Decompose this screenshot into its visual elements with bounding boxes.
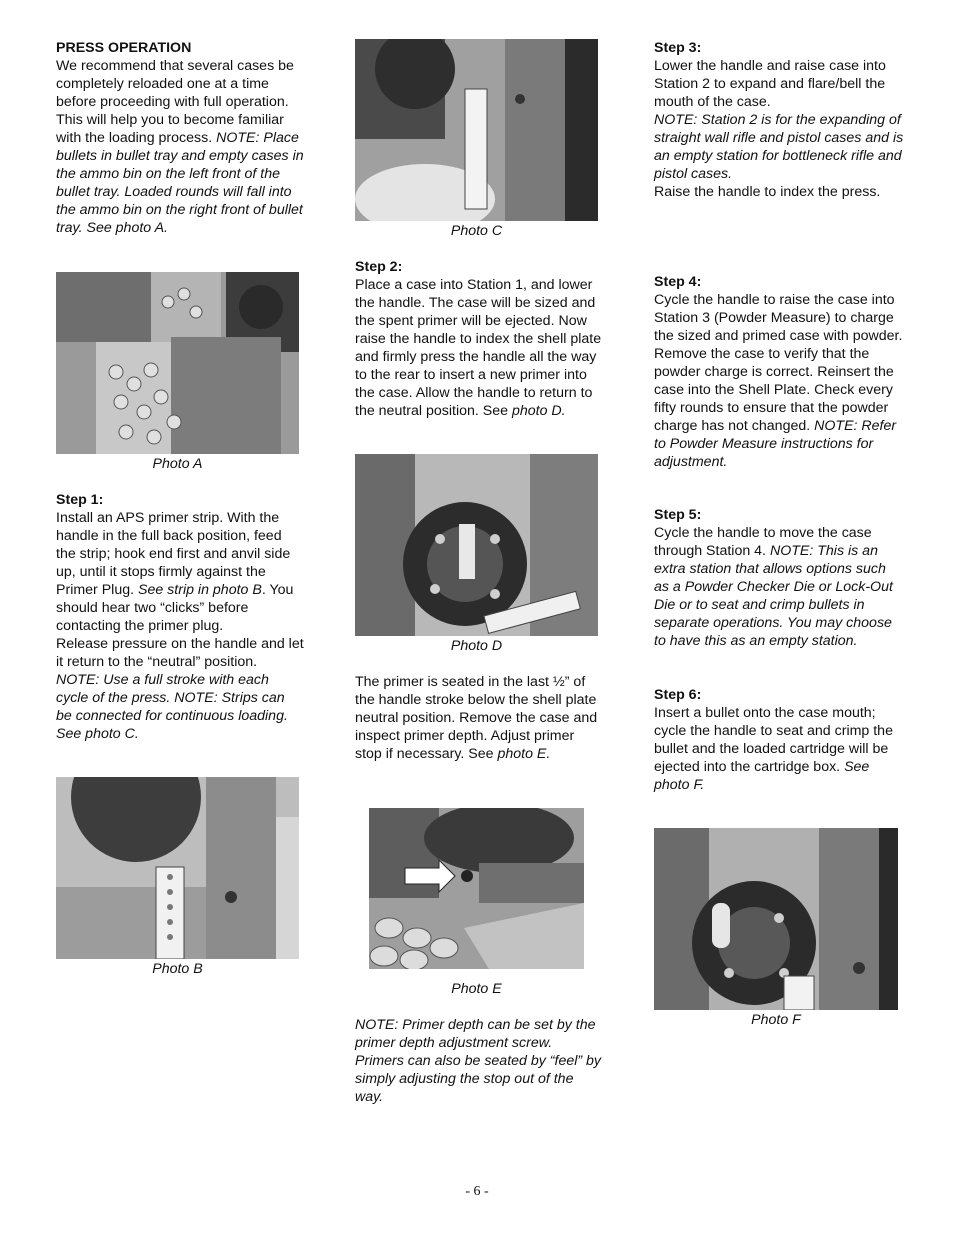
step3-section [654, 39, 904, 201]
step5-text: Cycle the handle to move the case through Station 4. NOTE: This is an extra station that allows options such as a Powder Checker Die or Lock-Out Die or to seat and crimp bullets in separate operations. You may choose to have this as an empty station. [654, 525, 893, 649]
photo-d-caption: Photo D [450, 638, 503, 654]
primer-seating-text: The primer is seated in the last ½” of the handle stroke below the shell plate neutral position. Remove the case and inspect primer depth. Adjust primer stop if necessary. See photo E. [355, 674, 598, 762]
step4-section [654, 273, 904, 471]
step6-text: Insert a bullet onto the case mouth; cycle the handle to seat and crimp the bullet and the loaded cartridge will be ejected into the cartridge box. See photo F. [654, 705, 893, 793]
page-number: - 6 - [465, 1184, 489, 1199]
step1-text-release: Release pressure on the handle and let it return to the “neutral” position. NOTE: Use a full stroke with each cycle of the press. NOTE: Strips can be connected for continuous loading. See photo C. [56, 636, 304, 742]
step6-heading: Step 6: [654, 687, 702, 703]
step3-heading: Step 3: [654, 40, 702, 56]
step3-text-index: Raise the handle to index the press. [654, 184, 881, 200]
step3-note: NOTE: Station 2 is for the expanding of straight wall rifle and pistol cases and is an empty station for bottleneck rifle and pistol cases. [654, 112, 904, 182]
step1-text: Install an APS primer strip. With the handle in the full back position, feed the strip; hook end first and anvil side up, until it stops firmly against the Primer Plug. See strip in photo B. You should hear two “clicks” before contacting the primer plug. [56, 510, 294, 634]
press-operation-heading: PRESS OPERATION [56, 40, 192, 56]
step3-text: Lower the handle and raise case into Station 2 to expand and flare/bell the mouth of the case. [654, 58, 886, 110]
step1-heading: Step 1: [56, 492, 104, 508]
primer-seating-section [355, 673, 603, 763]
photo-a [56, 272, 299, 454]
photo-b-caption: Photo B [152, 961, 203, 977]
step4-text: Cycle the handle to raise the case into Station 3 (Powder Measure) to charge the sized and primed case with powder. Remove the case to verify that the powder charge is correct. Reinsert the case into the Shell Plate. Check every fifty rounds to ensure that the powder charge has not changed. NOTE: Refer to Powder Measure instructions for adjustment. [654, 292, 903, 470]
step6-section [654, 686, 904, 794]
step1-section [56, 491, 304, 743]
photo-d [355, 454, 598, 636]
press-operation-section [56, 39, 304, 237]
step5-section [654, 506, 904, 650]
photo-e [369, 808, 584, 969]
step2-heading: Step 2: [355, 259, 403, 275]
step2-section [355, 258, 603, 420]
step2-text: Place a case into Station 1, and lower the handle. The case will be sized and the spent primer will be ejected. Now raise the handle to index the shell plate and firmly press the handle all the way to the rear to insert a new primer into the case. Allow the handle to return to the neutral position. See photo D. [355, 277, 602, 419]
photo-a-caption: Photo A [152, 456, 203, 472]
photo-f-caption: Photo F [751, 1012, 801, 1028]
step4-heading: Step 4: [654, 274, 702, 290]
photo-e-caption: Photo E [451, 981, 502, 997]
step5-heading: Step 5: [654, 507, 702, 523]
photo-c-caption: Photo C [450, 223, 503, 239]
primer-depth-note-text: NOTE: Primer depth can be set by the primer depth adjustment screw. Primers can also be seated by “feel” by simply adjusting the stop out of the way. [355, 1017, 602, 1105]
photo-f [654, 828, 898, 1010]
primer-depth-note [355, 1016, 603, 1106]
photo-b [56, 777, 299, 959]
press-operation-text: We recommend that several cases be completely reloaded one at a time before proceeding with full operation. This will help you to become familiar with the loading process. NOTE: Place bullets in bullet tray and empty cases in the ammo bin on the left front of the bullet tray. Loaded rounds will fall into the ammo bin on the right front of bullet tray. See photo A. [56, 58, 304, 236]
photo-c [355, 39, 598, 221]
